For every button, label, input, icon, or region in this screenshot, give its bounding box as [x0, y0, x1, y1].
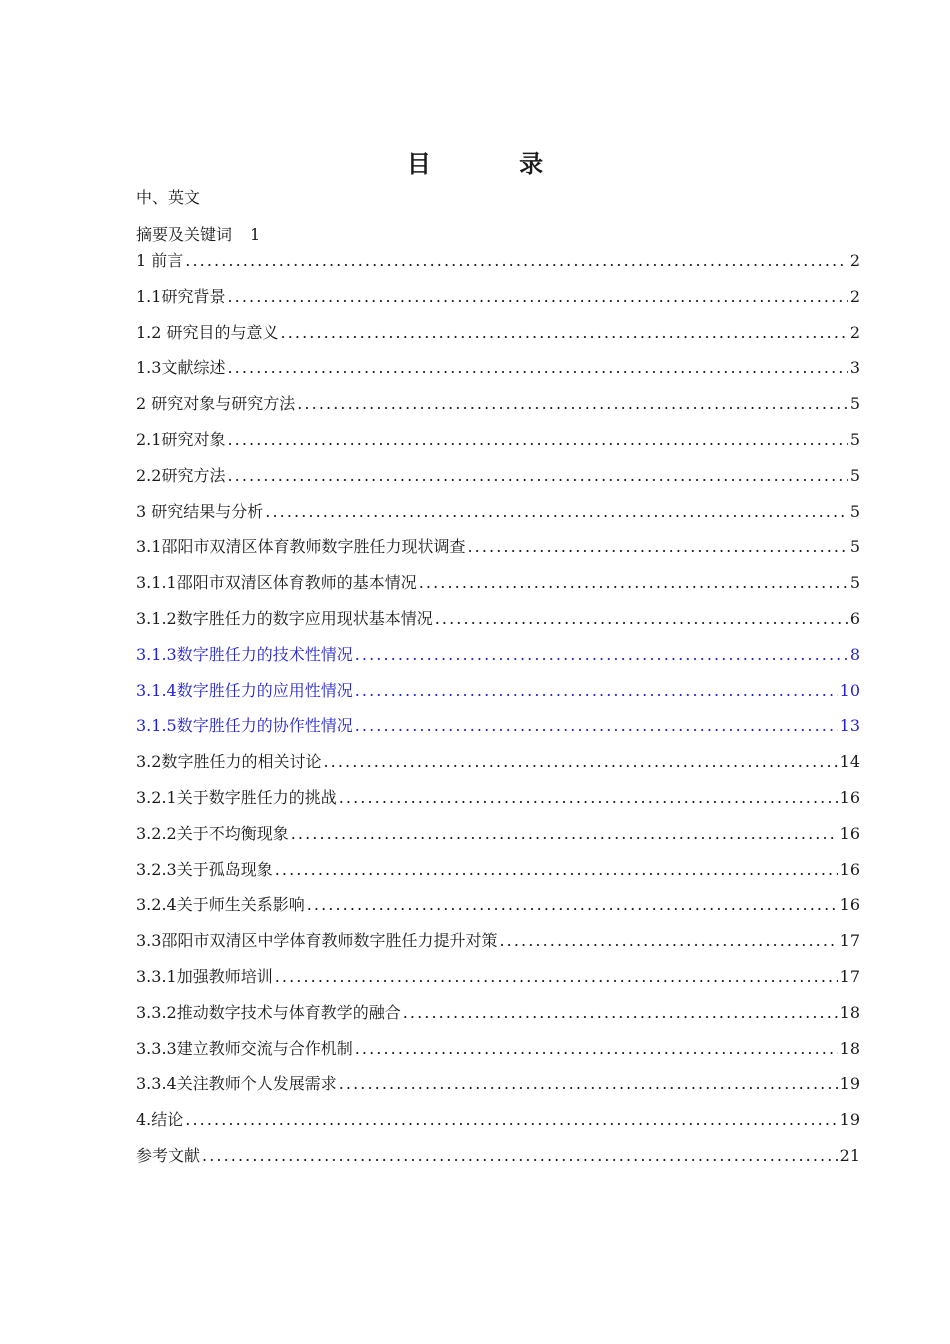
toc-entry-label: 1 前言	[136, 251, 184, 270]
dot-leader	[339, 787, 838, 809]
toc-entry	[136, 250, 860, 286]
dot-leader	[281, 322, 848, 344]
toc-entry-label: 3.1邵阳市双清区体育教师数字胜任力现状调查	[136, 537, 466, 557]
toc-entry	[136, 322, 860, 358]
toc-entry-label: 3.2数字胜任力的相关讨论	[136, 752, 322, 772]
toc-entry	[136, 286, 860, 322]
toc-entry-page-number: 5	[849, 537, 860, 557]
toc-entry	[136, 859, 860, 895]
toc-entry-label: 3.2.4关于师生关系影响	[136, 895, 305, 915]
toc-entry	[136, 894, 860, 930]
toc-title: 目 录	[406, 150, 584, 178]
toc-entry-label: 2.1研究对象	[136, 429, 226, 449]
dot-leader	[227, 357, 847, 379]
toc-entry	[136, 823, 860, 859]
toc-entry-label: 3.3.1加强教师培训	[136, 966, 273, 986]
toc-entry-page-number: 3	[849, 358, 860, 378]
toc-entry-label: 3.1.3数字胜任力的技术性情况	[136, 644, 353, 664]
dot-leader	[202, 1145, 838, 1167]
toc-entry-link[interactable]	[136, 680, 860, 716]
dot-leader	[275, 859, 838, 881]
toc-entry-page-number: 2	[849, 286, 860, 306]
toc-entry-label: 3 研究结果与分析	[136, 501, 264, 521]
toc-entry-page-number: 2	[849, 251, 860, 270]
toc-entry-page-number: 8	[849, 644, 860, 664]
toc-entry-page-number: 5	[849, 573, 860, 593]
toc-entry-page-number: 16	[839, 787, 860, 807]
toc-entry-label: 3.3.3建立教师交流与合作机制	[136, 1038, 353, 1058]
dot-leader	[323, 751, 837, 773]
dot-leader	[307, 894, 838, 916]
dot-leader	[467, 536, 847, 558]
toc-entry-label: 4.结论	[136, 1110, 184, 1130]
toc-entry	[136, 608, 860, 644]
toc-entry-page-number: 18	[839, 1038, 860, 1058]
dot-leader	[185, 250, 848, 272]
dot-leader	[355, 644, 848, 666]
toc-entry-page-number: 19	[839, 1110, 860, 1130]
dot-leader	[403, 1002, 838, 1024]
dot-leader	[355, 1038, 838, 1060]
toc-entry	[136, 1038, 860, 1074]
toc-entry	[136, 751, 860, 787]
toc-entry-page-number: 19	[839, 1074, 860, 1094]
toc-entry	[136, 966, 860, 1002]
dot-leader	[419, 572, 848, 594]
toc-entry-label: 1.3文献综述	[136, 358, 226, 378]
dot-leader	[355, 680, 838, 702]
toc-entry	[136, 787, 860, 823]
toc-entry	[136, 393, 860, 429]
toc-entry	[136, 572, 860, 608]
toc-entry-label: 3.3邵阳市双清区中学体育教师数字胜任力提升对策	[136, 931, 498, 951]
toc-entry-page-number: 6	[849, 608, 860, 628]
toc-entry-page-number: 16	[839, 895, 860, 915]
toc-entry-page-number: 5	[849, 394, 860, 414]
toc-entry-label: 3.1.4数字胜任力的应用性情况	[136, 680, 353, 700]
abstract-keywords-page: 1	[250, 225, 261, 244]
dot-leader	[227, 286, 847, 308]
toc-entry-page-number: 5	[849, 429, 860, 449]
toc-entry-label: 3.1.5数字胜任力的协作性情况	[136, 716, 353, 736]
toc-entry-page-number: 21	[839, 1145, 860, 1165]
toc-entry	[136, 501, 860, 537]
toc-entry-label: 3.2.3关于孤岛现象	[136, 859, 273, 879]
toc-entry-label: 2 研究对象与研究方法	[136, 394, 296, 414]
dot-leader	[265, 501, 848, 523]
toc-entry-page-number: 17	[839, 966, 860, 986]
toc-entry	[136, 429, 860, 465]
dot-leader	[227, 465, 847, 487]
toc-entry-link[interactable]	[136, 715, 860, 751]
toc-entry-page-number: 16	[839, 823, 860, 843]
dot-leader	[297, 393, 848, 415]
toc-entry	[136, 1002, 860, 1038]
dot-leader	[355, 715, 838, 737]
dot-leader	[339, 1073, 838, 1095]
dot-leader	[275, 966, 838, 988]
toc-entry	[136, 930, 860, 966]
toc-entry-label: 3.1.2数字胜任力的数字应用现状基本情况	[136, 608, 433, 628]
abstract-keywords-line	[136, 225, 260, 245]
toc-entry-page-number: 18	[839, 1002, 860, 1022]
toc-entry-label: 1.1研究背景	[136, 286, 226, 306]
dot-leader	[435, 608, 848, 630]
toc-entry-page-number: 5	[849, 501, 860, 521]
toc-entry-page-number: 13	[839, 716, 860, 736]
toc-entry-page-number: 17	[839, 931, 860, 951]
dot-leader	[227, 429, 847, 451]
toc-entry	[136, 1145, 860, 1181]
toc-entry-page-number: 2	[849, 322, 860, 342]
toc-entry-label: 参考文献	[136, 1145, 201, 1165]
toc-entry-link[interactable]	[136, 644, 860, 680]
dot-leader	[185, 1109, 837, 1131]
abstract-keywords-label: 摘要及关键词	[136, 225, 233, 244]
abstract-intro-line: 中、英文	[136, 188, 201, 207]
toc-entry	[136, 536, 860, 572]
toc-entry	[136, 1073, 860, 1109]
toc-entry-label: 3.1.1邵阳市双清区体育教师的基本情况	[136, 573, 417, 593]
toc-list	[136, 250, 860, 1181]
dot-leader	[291, 823, 838, 845]
toc-entry-label: 3.3.4关注教师个人发展需求	[136, 1074, 337, 1094]
dot-leader	[499, 930, 837, 952]
toc-entry-label: 2.2研究方法	[136, 465, 226, 485]
toc-entry-page-number: 16	[839, 859, 860, 879]
toc-entry-label: 3.3.2推动数字技术与体育教学的融合	[136, 1002, 401, 1022]
toc-entry-label: 1.2 研究目的与意义	[136, 322, 279, 342]
toc-entry	[136, 357, 860, 393]
toc-entry-label: 3.2.1关于数字胜任力的挑战	[136, 787, 337, 807]
toc-entry-page-number: 5	[849, 465, 860, 485]
toc-entry-page-number: 14	[839, 752, 860, 772]
toc-entry	[136, 465, 860, 501]
toc-entry	[136, 1109, 860, 1145]
toc-entry-page-number: 10	[839, 680, 860, 700]
toc-entry-label: 3.2.2关于不均衡现象	[136, 823, 289, 843]
